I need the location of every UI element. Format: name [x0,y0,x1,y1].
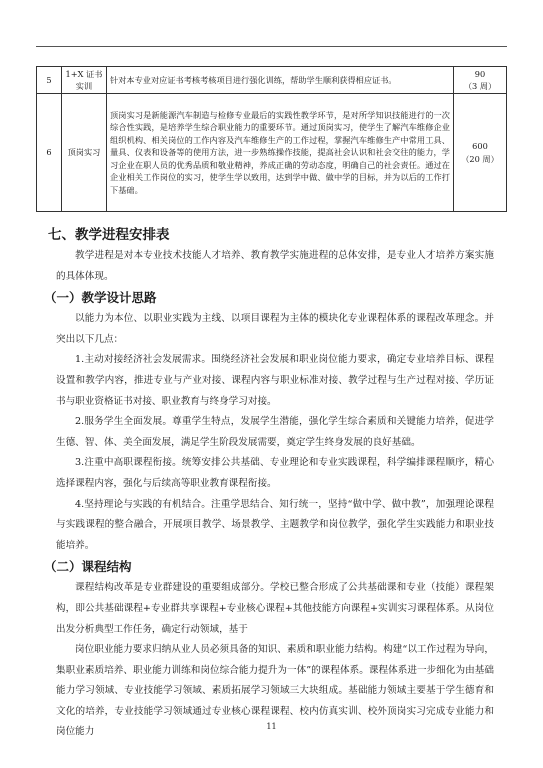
course-hours [454,67,507,94]
paragraph: 2.服务学生全面发展。尊重学生特点，发展学生潜能，强化学生综合素质和关键能力培养，促进学生德、智、体、美全面发展，满足学生阶段发展需要，奠定学生终身发展的良好基础。 [56,416,494,448]
hours-value: 600 [472,141,488,152]
row-number: 5 [37,67,62,94]
hours-value: 90 [474,68,486,79]
row-number: 6 [37,94,62,212]
course-name: 顶岗实习 [62,94,107,212]
table-row [37,67,507,94]
paragraph: 1.主动对接经济社会发展需求。围绕经济社会发展和职业岗位能力要求，确定专业培养目标、课程设置和教学内容，推进专业与产业对接、课程内容与职业标准对接、教学过程与生产过程对接、学历证书与职业资格证书对接、职业教育与终身学习对接。 [56,354,494,407]
paragraph: 以能力为本位、以职业实践为主线、以项目课程为主体的模块化专业课程体系的课程改革理念。并突出以下几点： [56,313,494,345]
weeks-value: （20 周） [461,153,499,164]
main-content [44,224,494,743]
table-row [37,94,507,212]
course-hours [454,94,507,212]
course-name: 1+X 证书实训 [62,67,107,94]
subsection-heading: （二）课程结构 [44,559,132,575]
section-heading: 七、教学进程安排表 [48,227,170,243]
paragraph: 岗位职业能力要求归纳从业人员必须具备的知识、素质和职业能力结构。构建“以工作过程为导向，集职业素质培养、职业能力训练和岗位综合能力提升为一体”的课程体系。课程体系进一步细化为由基础能力学习领域、专业技能学习领域、素质拓展学习领域三大块组成。基础能力领域主要基于学生德育和文化的培养，专业技能学习领域通过专业核心课程课程、校内仿真实训、校外顶岗实习完成专业能力和岗位能力 [56,644,494,738]
header-rule [36,46,507,47]
subsection-heading: （一）教学设计思路 [44,290,157,306]
page-number: 11 [266,722,277,731]
paragraph: 教学进程是对本专业技术技能人才培养、教育教学实施进程的总体安排，是专业人才培养方案实施的具体体现。 [56,250,494,282]
paragraph: 课程结构改革是专业群建设的重要组成部分。学校已整合形成了公共基础课和专业（技能）课程架构，即公共基础课程+专业群共享课程+专业核心课程+其他技能方向课程+实训实习课程体系。从岗位出发分析典型工作任务，确定行动领域，基于 [56,582,494,635]
course-description: 顶岗实习是新能源汽车制造与检修专业最后的实践性教学环节，是对所学知识技能进行的一次综合性实践，是培养学生综合职业能力的重要环节。通过顶岗实习，使学生了解汽车维修企业组织机构、相关岗位的工作内容及汽车维修生产的工作过程，掌握汽车维修生产中常用工具、量具、仪表和设备等的使用方法，进一步熟练操作技能，提高社会认识和社会交往的能力，学习企业在职人员的优秀品质和敬业精神，养成正确的劳动态度，明确自己的社会责任。通过在企业相关工作岗位的实习，使学生学以致用，达到学中做、做中学的目标，并为以后的工作打下基础。 [107,94,454,212]
course-description: 针对本专业对应证书考核考核项目进行强化训练，帮助学生顺利获得相应证书。 [107,67,454,94]
weeks-value: （3 周） [463,81,497,91]
paragraph: 4.坚持理论与实践的有机结合。注重学思结合、知行统一，坚持“做中学、做中教”，加强理论课程与实践课程的整合融合，开展项目教学、场景教学、主题教学和岗位教学，强化学生实践能力和职业技能培养。 [56,498,494,551]
paragraph: 3.注重中高职课程衔接。统筹安排公共基础、专业理论和专业实践课程，科学编排课程顺序，精心选择课程内容，强化与后续高等职业教育课程衔接。 [56,457,494,489]
course-table [36,66,507,212]
